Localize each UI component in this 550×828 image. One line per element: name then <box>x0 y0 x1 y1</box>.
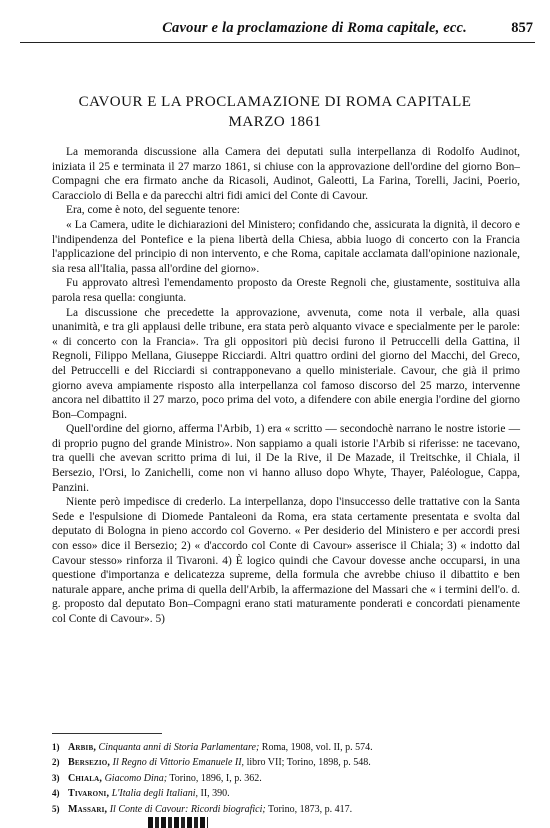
footnote-author: Arbib, <box>68 742 97 753</box>
footnote-5 <box>52 802 522 817</box>
footnote-work: Il Conte di Cavour: Ricordi biografici; <box>109 803 266 815</box>
footnote-work: Giacomo Dina; <box>104 772 168 784</box>
library-stamp-mark <box>148 817 208 828</box>
footnote-work: Cinquanta anni di Storia Parlamentare; <box>98 742 260 753</box>
running-header <box>20 18 535 43</box>
footnote-details: Roma, 1908, vol. II, p. 574. <box>259 742 373 753</box>
footnote-1 <box>52 740 522 755</box>
footnotes <box>52 740 522 817</box>
paragraph-2: Era, come è noto, del seguente tenore: <box>66 204 240 217</box>
footnote-2 <box>52 755 522 770</box>
footnote-author: Chiala, <box>68 772 103 784</box>
paragraph-7: Niente però impedisce di crederlo. La interpellanza, dopo l'insuccesso delle trattative con la Santa Sede e l'espulsione di Diomede Pantaleoni da Roma, era stata certamente presentata e svolta dal deputato di Bologna in pieno accordo col Governo. « Per desiderio del Ministero e per accordi presi con esso» dice il Bersezio; 2) « d'accordo col Conte di Cavour» asserisce il Chiala; 3) « indotto dal Cavour stesso» rinforza il Tivaroni. 4) È logico quindi che Cavour dovesse anche occuparsi, in una questione d'importanza e delicatezza supreme, della formula che avrebbe chiuso il dibattito e ben naturale appare, anche prima di quella dell'Arbib, la affermazione del Massari che « i termini dell'o. d. g. proposto dal deputato Bon–Compagni erano stati maturamente ponderati e concordati pienamente col Conte di Cavour». 5) <box>52 496 520 625</box>
page-number: 857 <box>511 20 533 36</box>
footnote-author: Massari, <box>68 803 108 815</box>
footnote-4 <box>52 786 522 801</box>
footnote-number: 3) <box>52 772 60 783</box>
paragraph-1: La memoranda discussione alla Camera dei deputati sulla interpellanza di Rodolfo Audinot, iniziata il 25 e terminata il 27 marzo 1861, si chiuse con la approvazione dell'ordine del giorno Bon–Compagni che era firmato anche da Ricasoli, Audinot, Galeotti, La Farina, Torelli, Jacini, Poerio, Caracciolo di Bella e da parecchi altri fidi amici del Conte di Cavour. <box>52 146 520 202</box>
footnote-details: Torino, 1896, I, p. 362. <box>167 772 262 784</box>
footnote-number: 5) <box>52 803 60 814</box>
footnote-3 <box>52 771 522 786</box>
footnote-work: Il Regno di Vittorio Emanuele II, <box>112 757 245 769</box>
footnote-number: 2) <box>52 757 60 768</box>
chapter-title-line-1: CAVOUR E LA PROCLAMAZIONE DI ROMA CAPITALE <box>78 94 472 110</box>
footnote-details: Torino, 1873, p. 417. <box>265 803 353 815</box>
footnote-separator <box>52 733 162 734</box>
paragraph-4: Fu approvato altresì l'emendamento proposto da Oreste Regnoli che, giustamente, sostituiva alla parola resa quella: congiunta. <box>52 277 520 304</box>
footnote-author: Bersezio, <box>68 757 111 769</box>
footnote-details: libro VII; Torino, 1898, p. 548. <box>244 757 371 769</box>
body-text <box>52 145 520 627</box>
footnote-number: 4) <box>52 788 60 799</box>
footnote-details: II, 390. <box>198 788 230 800</box>
paragraph-3-quotation: « La Camera, udite le dichiarazioni del Ministero; confidando che, assicurata la dignità, il decoro e l'indipendenza del Pontefice e la piena libertà della Chiesa, abbia luogo di concerto con la Francia l'applicazione del principio di non intervento, e che Roma, capitale acclamata dall'opinione nazionale, sia resa all'Italia, passa all'ordine del giorno». <box>52 218 520 275</box>
chapter-title <box>0 92 550 132</box>
chapter-title-line-2: MARZO 1861 <box>228 114 322 130</box>
running-title: Cavour e la proclamazione di Roma capitale, ecc. <box>162 20 467 36</box>
footnote-number: 1) <box>52 742 60 752</box>
footnote-work: L'Italia degli Italiani, <box>111 788 198 800</box>
paragraph-5: La discussione che precedette la approvazione, avvenuta, come nota il verbale, alla quasi unanimità, e tra gli applausi delle tribune, era stata però alquanto vivace e specialmente per le parole: « di concerto con la Francia». Tra gli oppositori più decisi furono il Petruccelli della Gattina, il Regnoli, Filippo Mellana, Giuseppe Ricciardi. Altri quattro ordini del giorno del Macchi, del Greco, del Petruccelli e del Ricciardi si contrapponevano a quello ministeriale. Cavour, che già il primo giorno aveva ampiamente risposto alla interpellanza col famoso discorso del 25 marzo, intervenne ancora nel dibattito il 27 marzo, poco prima del voto, a difendere con abile energia l'ordine del giorno Bon–Compagni. <box>52 306 520 421</box>
paragraph-6: Quell'ordine del giorno, afferma l'Arbib, 1) era « scritto — secondochè narrano le nostre istorie — di proprio pugno del grande Ministro». Non sappiamo a quali istorie l'Arbib si riferisse: ne tacevano, tra quelli che avevan scritto prima di lui, il De la Rive, il De Mazade, il Treitschke, il Chiala, il Bersezio, l'Orsi, lo Zanichelli, come non vi hanno alluso dopo Whyte, Thayer, Paléologue, Cappa, Panzini. <box>52 423 520 494</box>
footnote-author: Tivaroni, <box>68 788 110 800</box>
